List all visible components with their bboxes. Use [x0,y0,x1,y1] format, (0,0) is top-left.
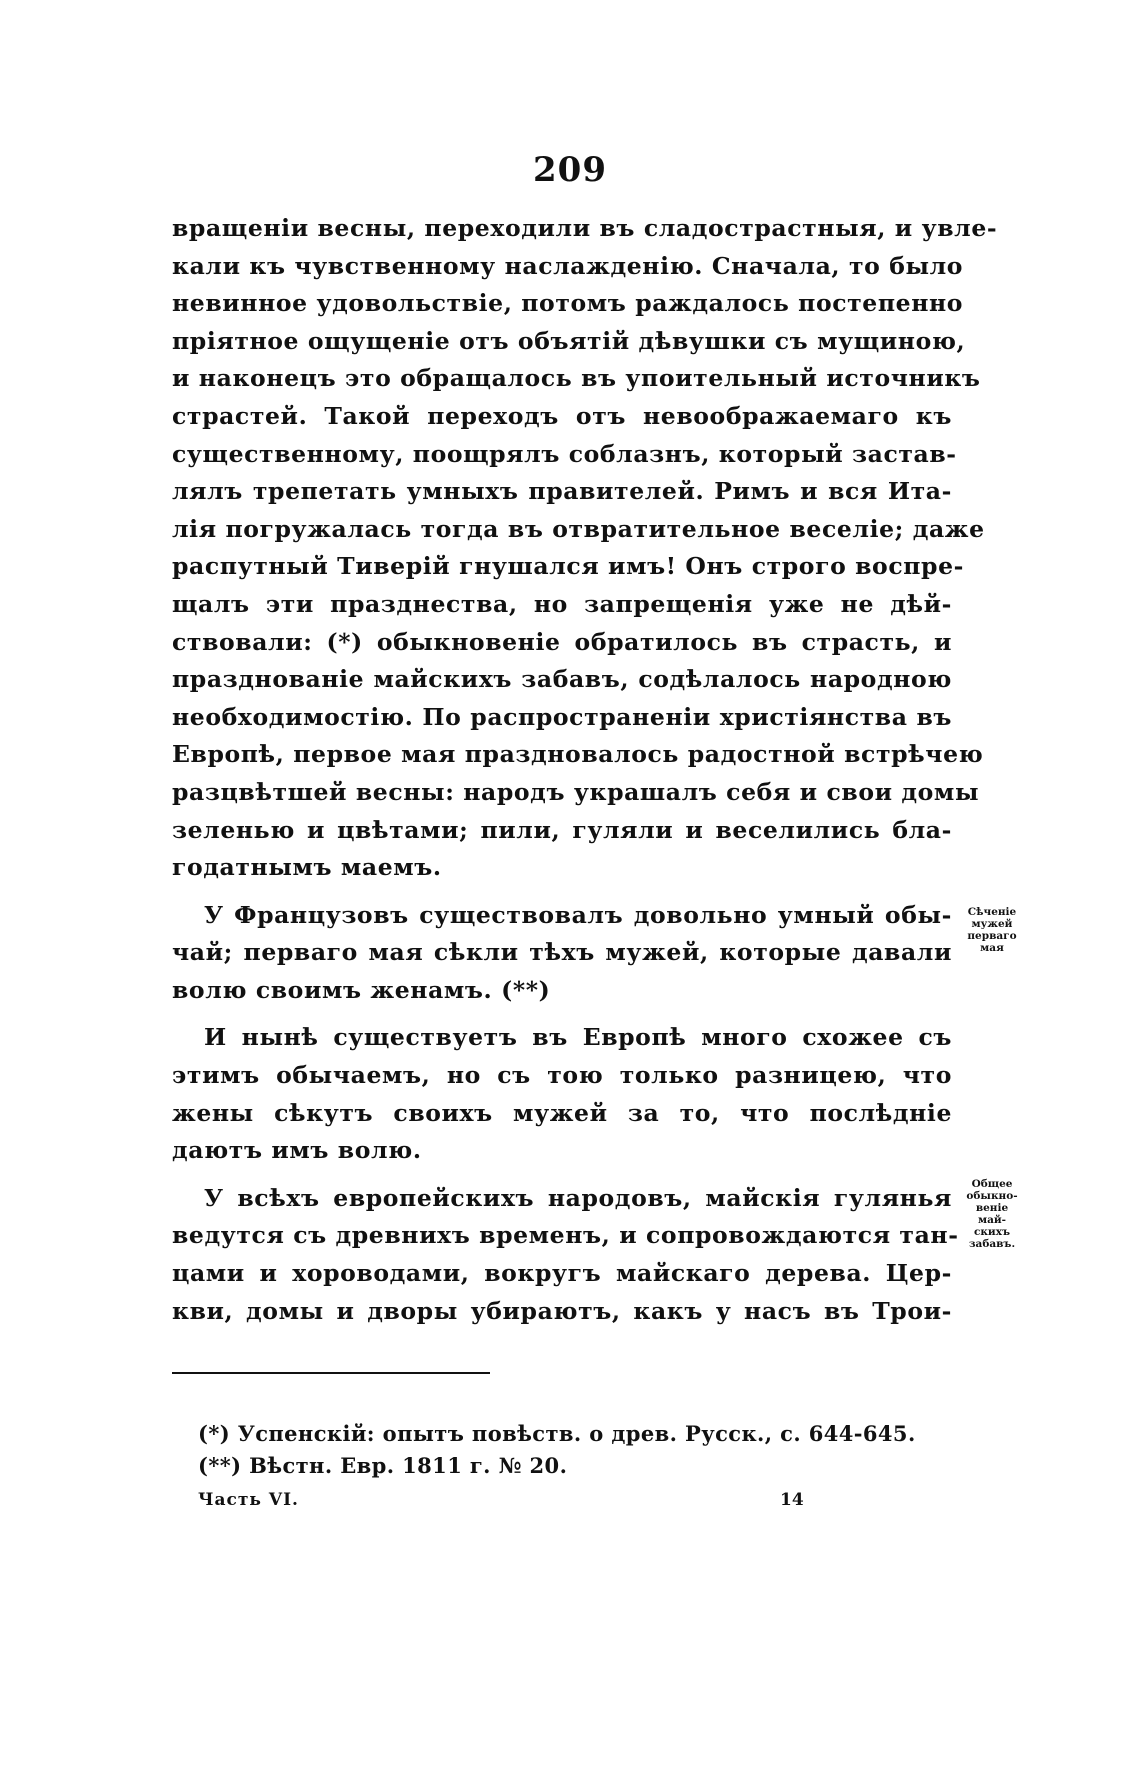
text-line: ствовали: (*) обыкновенiе обратилось въ страсть, и [172,627,952,656]
margin-note-line: Общее [971,1178,1013,1190]
margin-note-line: мая [980,942,1004,954]
text-line: годатнымъ маемъ. [172,853,442,882]
footnote: (**) Вѣстн. Евр. 1811 г. № 20. [198,1453,568,1478]
text-line: существенному, поощрялъ соблазнъ, который застав- [172,439,957,468]
footnote-divider [172,1372,490,1374]
margin-note-line: перваго [967,930,1017,942]
text-line: волю своимъ женамъ. (**) [172,975,551,1004]
sheet-number: 14 [780,1490,804,1510]
text-line: У Французовъ существовалъ довольно умный обы- [204,900,952,929]
margin-note-line: май- [977,1214,1007,1226]
text-line: щалъ эти празднества, но запрещенiя уже не дѣй- [172,589,952,618]
text-line: необходимостiю. По распространенiи христiянства въ [172,702,952,731]
text-line: разцвѣтшей весны: народъ украшалъ себя и свои домы [172,777,980,806]
text-line: прiятное ощущенiе отъ объятiй дѣвушки съ мущиною, [172,326,966,355]
text-line: лiя погружалась тогда въ отвратительное веселiе; даже [172,514,985,543]
text-line: цами и хороводами, вокругъ майскаго дерева. Цер- [172,1259,952,1288]
text-line: Европѣ, первое мая праздновалось радостной встрѣчею [172,740,984,769]
text-line: и наконецъ это обращалось въ упоительный источникъ [172,364,981,393]
text-line: зеленью и цвѣтами; пили, гуляли и веселились бла- [172,815,952,844]
text-line: распутный Тиверiй гнушался имъ! Онъ строго воспре- [172,552,964,581]
margin-note-line: обыкно- [966,1190,1018,1202]
margin-note-line: Сѣченiе [967,906,1017,918]
paragraph-3 [172,1019,952,1169]
margin-note-1 [958,906,1026,954]
text-line: вращенiи весны, переходили въ сладострастныя, и увле- [172,214,998,242]
margin-note-line: забавъ. [968,1238,1016,1250]
text-line: И нынѣ существуетъ въ Европѣ много схожее съ [204,1023,952,1052]
margin-note-line: венiе [975,1202,1009,1214]
footnote: (*) Успенскiй: опытъ повѣств. о древ. Русск., с. 644-645. [198,1421,916,1446]
text-line: ведутся съ древнихъ временъ, и сопровождаются тан- [172,1221,959,1250]
margin-note-2 [958,1178,1026,1250]
text-line: жены сѣкутъ своихъ мужей за то, что послѣднiе [172,1098,952,1127]
text-line: страстей. Такой переходъ отъ невоображаемаго къ [172,401,952,430]
page-number: 209 [533,150,607,190]
margin-note-line: мужей [971,918,1013,930]
text-line: кали къ чувственному наслажденiю. Сначала, то было [172,251,964,280]
text-line: даютъ имъ волю. [172,1136,422,1165]
paragraph-2 [172,897,952,1010]
text-line: невинное удовольствiе, потомъ раждалось постепенно [172,289,964,318]
paragraph-4 [172,1180,959,1330]
text-line: празднованiе майскихъ забавъ, содѣлалось народною [172,665,952,694]
text-line: кви, домы и дворы убираютъ, какъ у насъ въ Трои- [172,1296,952,1325]
footnotes [198,1418,958,1482]
margin-note-line: скихъ [973,1226,1011,1238]
text-line: лялъ трепетать умныхъ правителей. Римъ и вся Ита- [172,477,952,506]
text-line: чай; перваго мая сѣкли тѣхъ мужей, которые давали [172,938,952,967]
paragraph-1 [172,210,998,887]
signature-mark: Часть VI. [198,1490,299,1510]
text-line: этимъ обычаемъ, но съ тою только разницею, что [172,1061,952,1090]
text-line: У всѣхъ европейскихъ народовъ, майскiя гулянья [204,1183,952,1212]
